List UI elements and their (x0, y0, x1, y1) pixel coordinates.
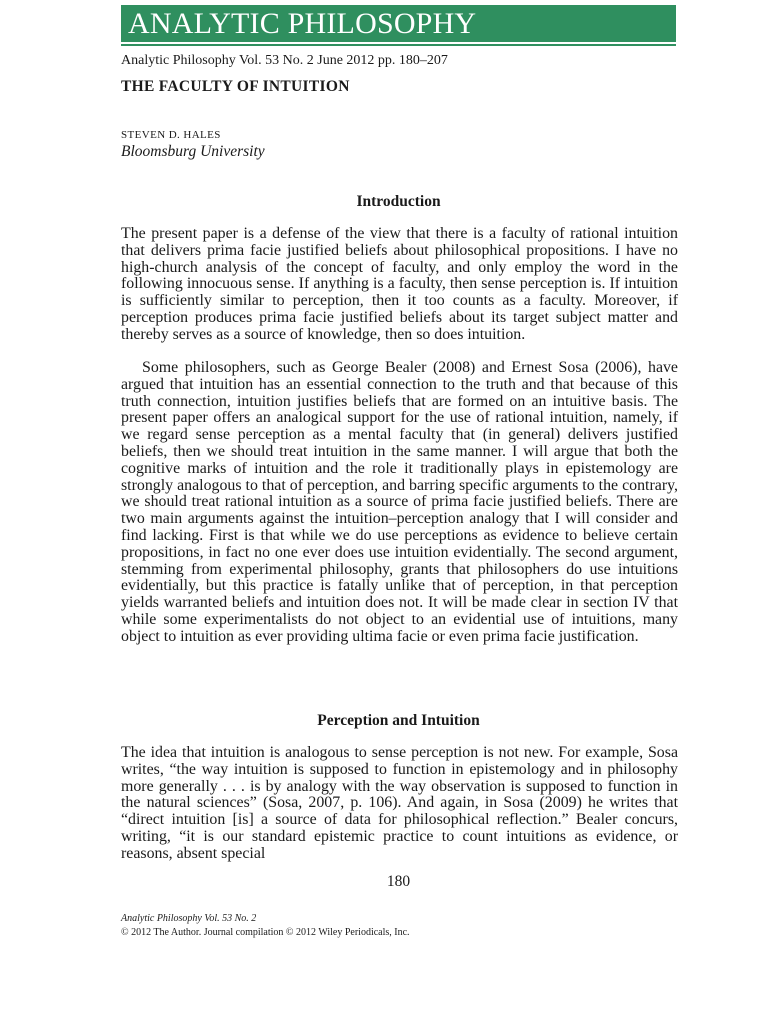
footer-copyright: © 2012 The Author. Journal compilation © 2012 Wiley Periodicals, Inc. (121, 927, 410, 938)
footer-journal: Analytic Philosophy Vol. 53 No. 2 (121, 913, 257, 924)
author-affiliation: Bloomsburg University (121, 143, 265, 160)
article-title: THE FACULTY OF INTUITION (121, 78, 350, 95)
paragraph: The present paper is a defense of the view that there is a faculty of rational intuition that delivers prima facie justified beliefs about philosophical propositions. I have no high-church analysis of the concept of faculty, and only employ the word in the following innocuous sense. If anything is a faculty, then sense perception is. If intuition is sufficiently similar to perception, then it too counts as a faculty. Moreover, if perception produces prima facie justified beliefs about its target subject matter and thereby serves as a source of knowledge, then so does intuition. (121, 225, 678, 343)
section-heading-perception-and-intuition: Perception and Intuition (317, 712, 480, 729)
paragraph: Some philosophers, such as George Bealer (2008) and Ernest Sosa (2006), have argued that intuition has an essential connection to the truth and that because of this truth connection, intuition justifies beliefs that are formed on an intuitive basis. The present paper offers an analogical support for the use of rational intuition, namely, if we regard sense perception as a mental faculty that (in general) delivers justified beliefs, then we should treat intuition in the same manner. I will argue that both the cognitive marks of intuition and the role it traditionally plays in epistemology are strongly analogous to that of perception, and barring specific arguments to the contrary, we should treat rational intuition as a source of prima facie justified beliefs. There are two main arguments against the intuition–perception analogy that I will consider and find lacking. First is that while we do use perceptions as evidence to believe certain propositions, in fact no one ever does use intuition evidentially. The second argument, stemming from experimental philosophy, grants that philosophers do use intuitions evidentially, but this practice is fatally unlike that of perception, in that perception yields warranted beliefs and intuition does not. It will be made clear in section IV that while some experimentalists do not object to an evidential use of intuitions, many object to intuition as ever providing ultima facie or even prima facie justification. (121, 359, 678, 645)
journal-citation: Analytic Philosophy Vol. 53 No. 2 June 2012 pp. 180–207 (121, 53, 448, 68)
author-name: STEVEN D. HALES (121, 129, 221, 141)
page-number: 180 (386, 873, 411, 890)
section-heading-introduction: Introduction (356, 193, 441, 210)
journal-banner-title: ANALYTIC PHILOSOPHY (128, 7, 477, 40)
banner-rule (121, 44, 676, 46)
journal-banner (121, 5, 676, 42)
paragraph: The idea that intuition is analogous to sense perception is not new. For example, Sosa writes, “the way intuition is supposed to function in epistemology and in philosophy more generally . . . is by analogy with the way observation is supposed to function in the natural sciences” (Sosa, 2007, p. 106). And again, in Sosa (2009) he writes that “direct intuition [is] a source of data for philosophical reflection.” Bealer concurs, writing, “it is our standard epistemic practice to count intuitions as evidence, or reasons, absent special (121, 744, 678, 862)
